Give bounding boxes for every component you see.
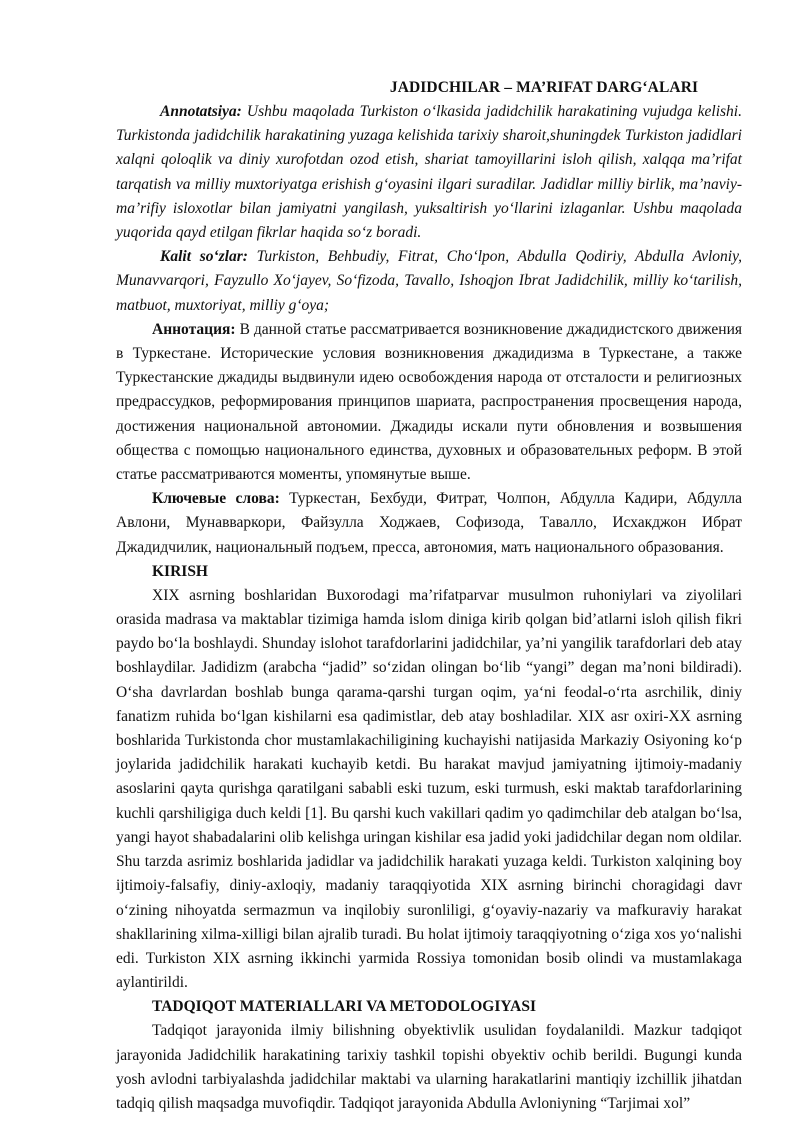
keywords-uz <box>116 245 742 318</box>
keywords-uz-label: Kalit so‘zlar: <box>160 248 248 266</box>
methods-heading: TADQIQOT MATERIALLARI VA METODOLOGIYASI <box>152 998 537 1016</box>
annotation-ru-label: Аннотация: <box>152 320 236 338</box>
keywords-uz-text: Turkiston, Behbudiy, Fitrat, Cho‘lpon, Abdulla Qodiriy, Abdulla Avloniy, Munavvarqori, Fayzullo Xo‘jayev, So‘fizoda, Tavallo, Ishoqjon Ibrat Jadidchilik, milliy ko‘tarilish, matbuot, muxtoriyat, milliy g‘oya; <box>116 248 743 314</box>
annotation-ru-text: В данной статье рассматривается возникновение джадидистского движения в Туркестане. Исторические условия возникновения джадидизма в Туркестане, а также Туркестанские джадиды выдвинули идею освобождения народа от отсталости и религиозных предрассудков, реформирования принципов шариата, распространения просвещения народа, достижения национальной автономии. Джадиды искали пути обновления и возвышения общества с помощью национального единства, духовных и образовательных реформ. В этой статье рассматриваются моменты, упомянутые выше. <box>116 320 742 484</box>
intro-heading: KIRISH <box>152 562 208 580</box>
intro-paragraph: XIX asrning boshlaridan Buxorodagi ma’rifatparvar musulmon ruhoniylari va ziyolilari orasida madrasa va maktablar tizimiga hamda islom diniga kirib qolgan bid’atlarni isloh qilish fikri paydo bo‘la boshlaydi. Shunday islohot tarafdorlarini jadidchilar, ya’ni yangilik tarafdorlari deb atay boshlaydilar. Jadidizm (arabcha “jadid” so‘zidan olingan bo‘lib “yangi” degan ma’noni bildiradi). O‘sha davrlardan boshlab bunga qarama-qarshi turgan oqim, ya‘ni feodal-o‘rta asrchilik, diniy fanatizm ruhida bo‘lgan kishilarni esa qadimistlar, deb atay boshladilar. XIX asr oxiri-XX asrning boshlarida Turkistonda chor mustamlakachiligining kuchayishi natijasida Markaziy Osiyoning ko‘p joylarida jadidchilik harakati kuchayib ketdi. Bu harakat mavjud jamiyatning ijtimoiy-madaniy asoslarini qayta qurishga qaratilgani sababli eski tuzum, eski turmush, eski maktab tarafdorlarining kuchli qarshiligiga duch keldi [1]. Bu qarshi kuch vakillari qadim yo qadimchilar deb atalgan bo‘lsa, yangi hayot shabadalarini olib kelishga uringan kishilar esa jadid yoki jadidchilar degan nom oldilar. Shu tarzda asrimiz boshlarida jadidlar va jadidchilik harakati yuzaga keldi. Turkiston xalqining boy ijtimoiy-falsafiy, diniy-axloqiy, madaniy taraqqiyotida XIX asrning birinchi choragidagi davr o‘zining nihoyatda sermazmun va inqilobiy suronliligi, g‘oyaviy-nazariy va mafkuraviy harakat shakllarining xilma-xilligi bilan ajralib turadi. Bu holat ijtimoiy taraqqiyotning o‘ziga xos yo‘nalishi edi. Turkiston XIX asrning ikkinchi yarmida Rossiya tomonidan bosib olindi va mustamlakaga aylantirildi. <box>116 586 742 992</box>
annotation-uz-text: Ushbu maqolada Turkiston o‘lkasida jadidchilik harakatining vujudga kelishi. Turkistonda jadidchilik harakatining yuzaga kelishida tarixiy sharoit,shuningdek Turkiston jadidlari xalqni qoloqlik va diniy xurofotdan ozod etish, shariat tamoyillarini isloh qilish, xalqqa ma’rifat tarqatish va milliy muxtoriyatga erishish g‘oyasini ilgari suradilar. Jadidlar milliy birlik, ma’naviy-ma’rifiy isloxotlar bilan jamiyatni yangilash, yuksaltirish yo‘llarini izlaganlar. Ushbu maqolada yuqorida qayd etilgan fikrlar haqida so‘z boradi. <box>116 103 742 242</box>
annotation-ru <box>116 318 742 487</box>
keywords-ru-text: Туркестан, Бехбуди, Фитрат, Чолпон, Абдулла Кадири, Абдулла Авлони, Мунавваркори, Файзулла Ходжаев, Софизода, Тавалло, Исхакджон Ибрат Джадидчилик, национальный подъем, пресса, автономия, мать национального образования. <box>116 490 742 556</box>
paper-title: JADIDCHILAR – MA’RIFAT DARG‘ALARI <box>389 79 699 96</box>
keywords-ru-label: Ключевые слова: <box>152 490 280 508</box>
keywords-ru <box>116 487 742 560</box>
methods-paragraph: Tadqiqot jarayonida ilmiy bilishning obyektivlik usulidan foydalanildi. Mazkur tadqiqot jarayonida Jadidchilik harakatining tarixiy tashkil topishi obyektiv ochib berildi. Bugungi kunda yosh avlodni tarbiyalashda jadidchilar maktabi va ularning harakatlarini mantiqiy izchillik jihatdan tadqiq qilish maqsadga muvofiqdir. Tadqiqot jarayonida Abdulla Avloniyning “Tarjimai xol” <box>116 1022 742 1112</box>
annotation-uz-label: Annotatsiya: <box>160 103 242 120</box>
annotation-uz <box>116 100 742 245</box>
